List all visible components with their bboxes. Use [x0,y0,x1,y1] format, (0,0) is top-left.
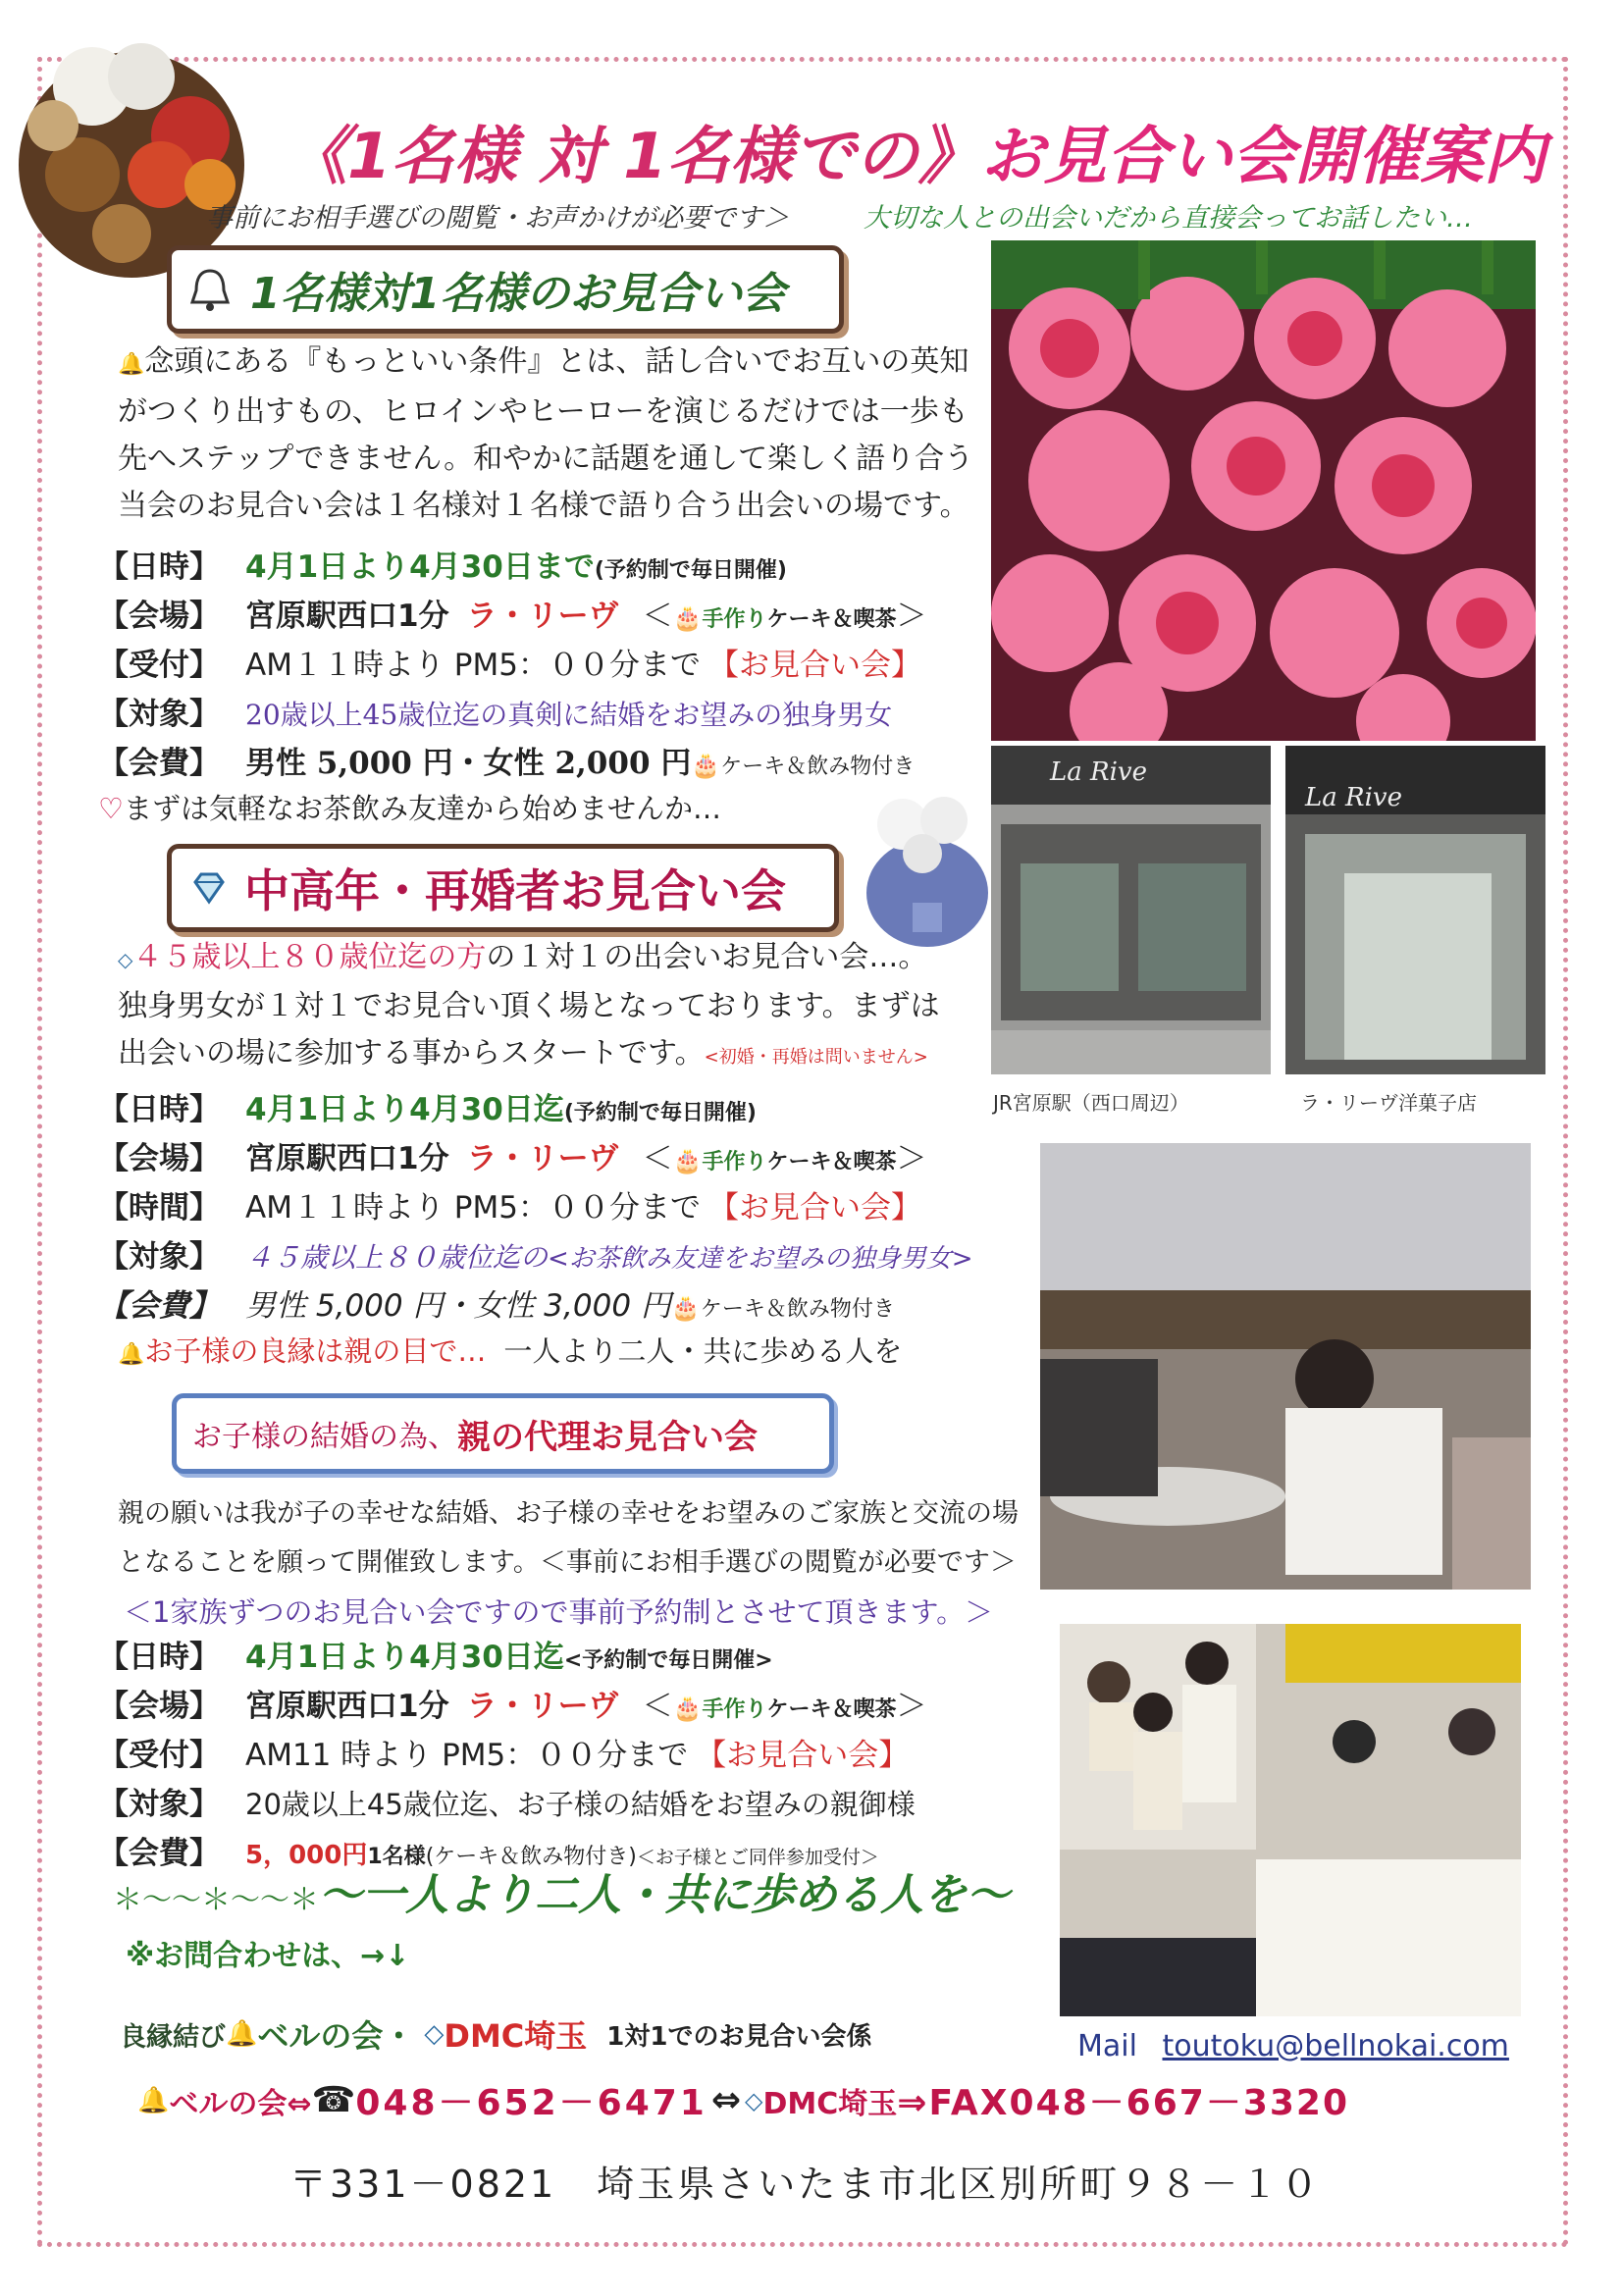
slogan [113,1859,1010,1922]
s2-tagline: 🔔 お子様の良縁は親の目で… 一人より二人・共に歩める人を [118,1334,903,1368]
bell-icon: 🔔 [137,2085,170,2115]
small-bouquet-decoration [854,785,1001,952]
inquiry-line: ※お問合わせは、→↓ [126,1939,410,1973]
carnation-photo [991,240,1536,741]
section3-heading-small: お子様の結婚の為、 [192,1420,457,1454]
cake-icon: 🎂 [672,1147,703,1174]
section2-paragraph [118,934,940,1081]
section1-heading: 1名様対1名様のお見合い会 [250,269,786,319]
s2-fee-row: 【会費】 男性 5,000 円・女性 3,000 円 🎂 ケーキ＆飲み物付き [98,1288,895,1324]
section3-paragraph [118,1489,1019,1637]
carnation-illustration [991,240,1536,741]
org-line: 良縁結び 🔔 ベルの会・ ◇ DMC埼玉 1対1でのお見合い会係 [120,2017,872,2055]
cake-icon: 🎂 [691,752,721,779]
section3-details [98,1632,1060,1877]
bell-icon: 🔔 [118,352,145,377]
s2-target-row: 【対象】 ４５歳以上８０歳位迄の <お茶飲み友達をお望みの独身男女> [98,1239,973,1275]
footer-address: 〒331－0821 埼玉県さいたま市北区別所町９８－１０ [289,2163,1322,2206]
section2-heading: 中高年・再婚者お見合い会 [244,864,786,917]
station-illustration [991,746,1271,1074]
bell-icon: 🔔 [226,2019,258,2049]
section1-line3: 先へステップできません。和やかに話題を通して楽しく語り合う [118,442,974,476]
station-caption: JR宮原駅（西口周辺） [993,1091,1189,1115]
subtitle-right: 大切な人との出会いだから直接会ってお話したい… [864,203,1473,234]
section3-heading-box [172,1393,834,1474]
section2-heading-box [167,844,839,932]
station-sign: La Rive [1050,757,1147,787]
section2-line3: 出会いの場に参加する事からスタートです。<初婚・再婚は問いません> [118,1036,928,1070]
s2-date-row: 【日時】 4月1日より4月30日迄 (予約制で毎日開催) [98,1092,757,1127]
s1-fee-row: 【会費】 男性 5,000 円・女性 2,000 円 🎂 ケーキ＆飲み物付き [98,746,916,781]
cafe-photo [1040,1143,1531,1590]
section3-line2: となることを願って開催致します。＜事前にお相手選びの閲覧が必要です＞ [118,1547,1017,1578]
section1-line1: 🔔念頭にある『もっといい条件』とは、話し合いでお互いの英知 [118,344,969,379]
s1-tagline: ♡ まずは気軽なお茶飲み友達から始めませんか… [98,792,722,825]
diamond-icon: ◇ [745,2086,763,2114]
shop-caption: ラ・リーヴ洋菓子店 [1300,1091,1477,1115]
s1-target-row: 【対象】 20歳以上45歳位迄の真剣に結婚をお望みの独身男女 [98,697,893,732]
cake-icon: 🎂 [672,604,703,632]
diamond-icon [187,868,231,908]
section1-heading-box [167,245,844,334]
family-illustration [1060,1624,1521,2016]
phone-line: 🔔 ベルの会⇔ ☎ 048－652－6471 ⇔ ◇ DMC埼玉 ⇒FAX048－667－3320 [137,2080,1350,2123]
s3-venue-row: 【会場】 宮原駅西口1分 ラ・リーヴ ＜ 🎂 手作り ケーキ＆喫茶 ＞ [98,1689,927,1724]
slogan-prefix: ＊～～＊～～＊ [113,1883,319,1917]
diamond-icon: ◇ [118,948,133,971]
diamond-icon: ◇ [424,2019,445,2049]
page-title [285,106,1546,196]
cake-icon: 🎂 [670,1294,701,1322]
s3-reception-row: 【受付】 AM11 時より PM5：００分まで 【お見合い会】 [98,1738,910,1773]
phone-icon: ☎ [311,2080,356,2120]
section2-details [98,1084,1040,1373]
slogan-text: ～一人より二人・共に歩める人を～ [319,1870,1010,1920]
cake-icon: 🎂 [672,1695,703,1722]
subtitle-left: 事前にお相手選びの閲覧・お声かけが必要です＞ [206,203,789,234]
section1-line4: 当会のお見合い会は１名様対１名様で語り合う出会いの場です。 [118,489,969,523]
section3-heading-bold: 親の代理お見合い会 [457,1417,758,1457]
mail-link[interactable]: toutoku@bellnokai.com [1162,2029,1509,2063]
section2-line1: ◇４５歳以上８０歳位迄の方の１対１の出会いお見合い会…。 [118,940,928,974]
shop-photo [1285,746,1545,1074]
mail-line: Mail toutoku@bellnokai.com [1077,2029,1509,2063]
shop-sign: La Rive [1305,783,1402,812]
s1-date-row: 【日時】 4月1日より4月30日まで (予約制で毎日開催) [98,549,787,585]
heart-icon: ♡ [98,792,124,825]
section3-line1: 親の願いは我が子の幸せな結婚、お子様の幸せをお望みのご家族と交流の場 [118,1498,1019,1529]
s3-date-row: 【日時】 4月1日より4月30日迄 <予約制で毎日開催> [98,1640,773,1675]
section1-paragraph [118,339,973,530]
s2-time-row: 【時間】 AM１１時より PM5：００分まで 【お見合い会】 [98,1190,921,1226]
s2-venue-row: 【会場】 宮原駅西口1分 ラ・リーヴ ＜ 🎂 手作り ケーキ＆喫茶 ＞ [98,1141,927,1176]
section1-line2: がつくり出すもの、ヒロインやヒーローを演じるだけでは一歩も [118,394,969,429]
station-photo [991,746,1271,1074]
s1-venue-row: 【会場】 宮原駅西口1分 ラ・リーヴ ＜ 🎂 手作り ケーキ＆喫茶 ＞ [98,599,927,634]
family-photo [1060,1624,1521,2016]
s3-target-row: 【対象】 20歳以上45歳位迄、お子様の結婚をお望みの親御様 [98,1787,916,1822]
section2-line2: 独身男女が１対１でお見合い頂く場となっております。まずは [118,989,940,1023]
bell-icon: 🔔 [118,1342,145,1367]
s3-fee-row: 【会費】 5，000円 1名様 (ケーキ＆飲み物付き) ＜お子様とご同伴参加受付＞ [98,1836,879,1871]
title-prefix: 《1名様 対 1名様での》 [285,121,981,193]
bell-icon [187,265,233,314]
s1-reception-row: 【受付】 AM１１時より PM5：００分まで 【お見合い会】 [98,648,921,683]
section3-line3: ＜1家族ずつのお見合い会ですので事前予約制とさせて頂きます。＞ [124,1595,994,1629]
title-main: お見合い会開催案内 [980,121,1546,193]
cafe-illustration [1040,1143,1531,1590]
